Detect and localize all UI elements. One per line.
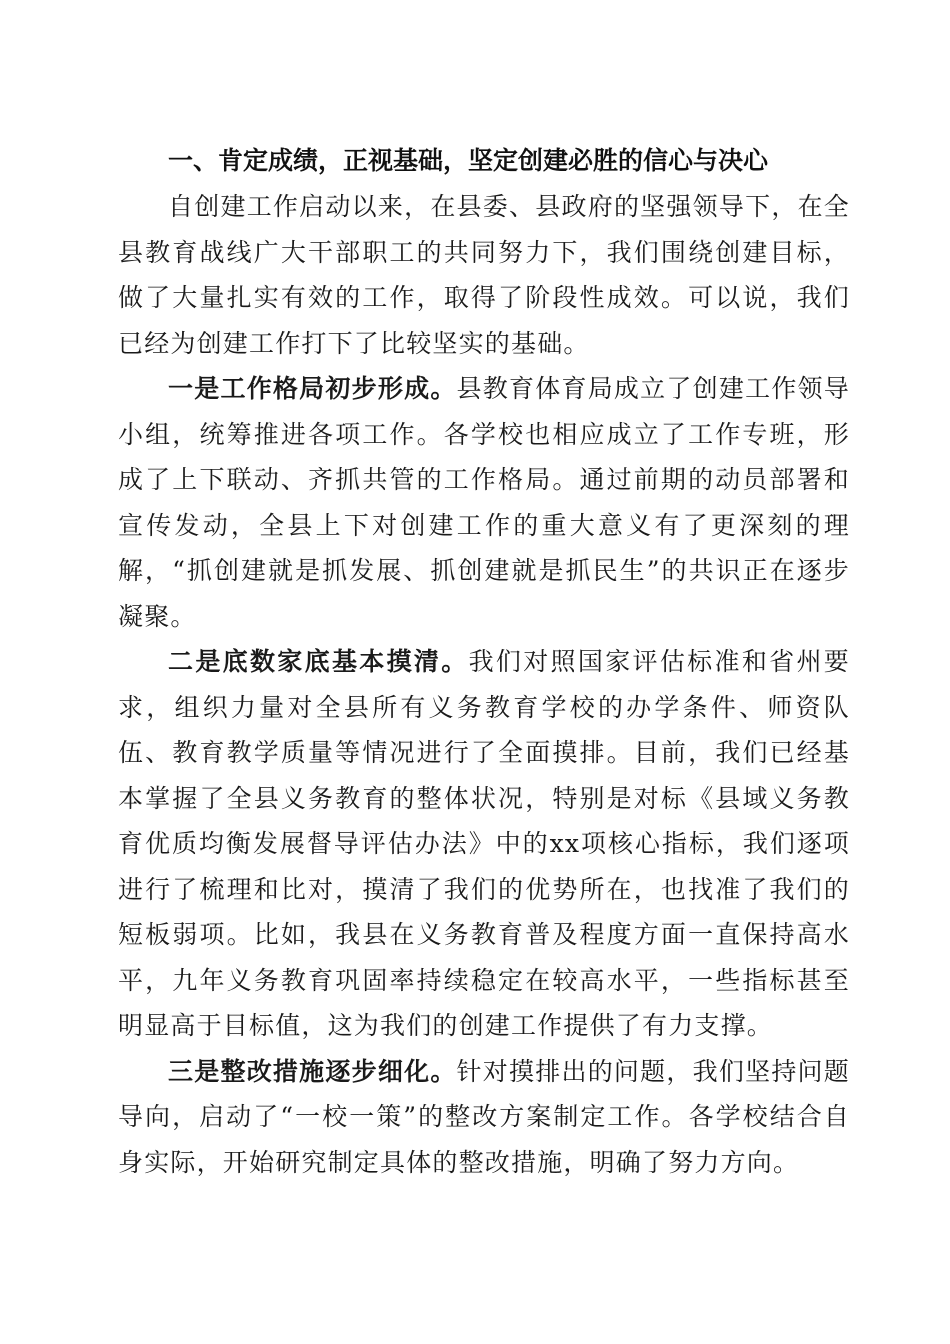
point-text-3: 针对摸排出的问题，我们坚持问题导向，启动了“一校一策”的整改方案制定工作。各学校结合自身实际，开始研究制定具体的整改措施，明确了努力方向。 bbox=[118, 1056, 850, 1177]
point-paragraph-3 bbox=[118, 1049, 850, 1186]
point-paragraph-2 bbox=[118, 639, 850, 1049]
intro-paragraph: 自创建工作启动以来，在县委、县政府的坚强领导下，在全县教育战线广大干部职工的共同努力下，我们围绕创建目标，做了大量扎实有效的工作，取得了阶段性成效。可以说，我们已经为创建工作打下了比较坚实的基础。 bbox=[118, 192, 850, 358]
point-paragraph-1 bbox=[118, 366, 850, 639]
point-lead-1: 一是工作格局初步形成。 bbox=[168, 374, 457, 403]
point-text-1: 县教育体育局成立了创建工作领导小组，统筹推进各项工作。各学校也相应成立了工作专班，形成了上下联动、齐抓共管的工作格局。通过前期的动员部署和宣传发动，全县上下对创建工作的重大意义有了更深刻的理解，“抓创建就是抓发展、抓创建就是抓民生”的共识正在逐步凝聚。 bbox=[118, 374, 850, 631]
document-page bbox=[118, 138, 850, 1185]
section-heading: 一、肯定成绩，正视基础，坚定创建必胜的信心与决心 bbox=[168, 146, 769, 175]
point-text-2: 我们对照国家评估标准和省州要求，组织力量对全县所有义务教育学校的办学条件、师资队伍、教育教学质量等情况进行了全面摸排。目前，我们已经基本掌握了全县义务教育的整体状况，特别是对标《县域义务教育优质均衡发展督导评估办法》中的xx项核心指标，我们逐项进行了梳理和比对，摸清了我们的优势所在，也找准了我们的短板弱项。比如，我县在义务教育普及程度方面一直保持高水平，九年义务教育巩固率持续稳定在较高水平，一些指标甚至明显高于目标值，这为我们的创建工作提供了有力支撑。 bbox=[118, 647, 850, 1040]
point-lead-3: 三是整改措施逐步细化。 bbox=[168, 1056, 457, 1086]
point-lead-2: 二是底数家底基本摸清。 bbox=[168, 647, 469, 676]
